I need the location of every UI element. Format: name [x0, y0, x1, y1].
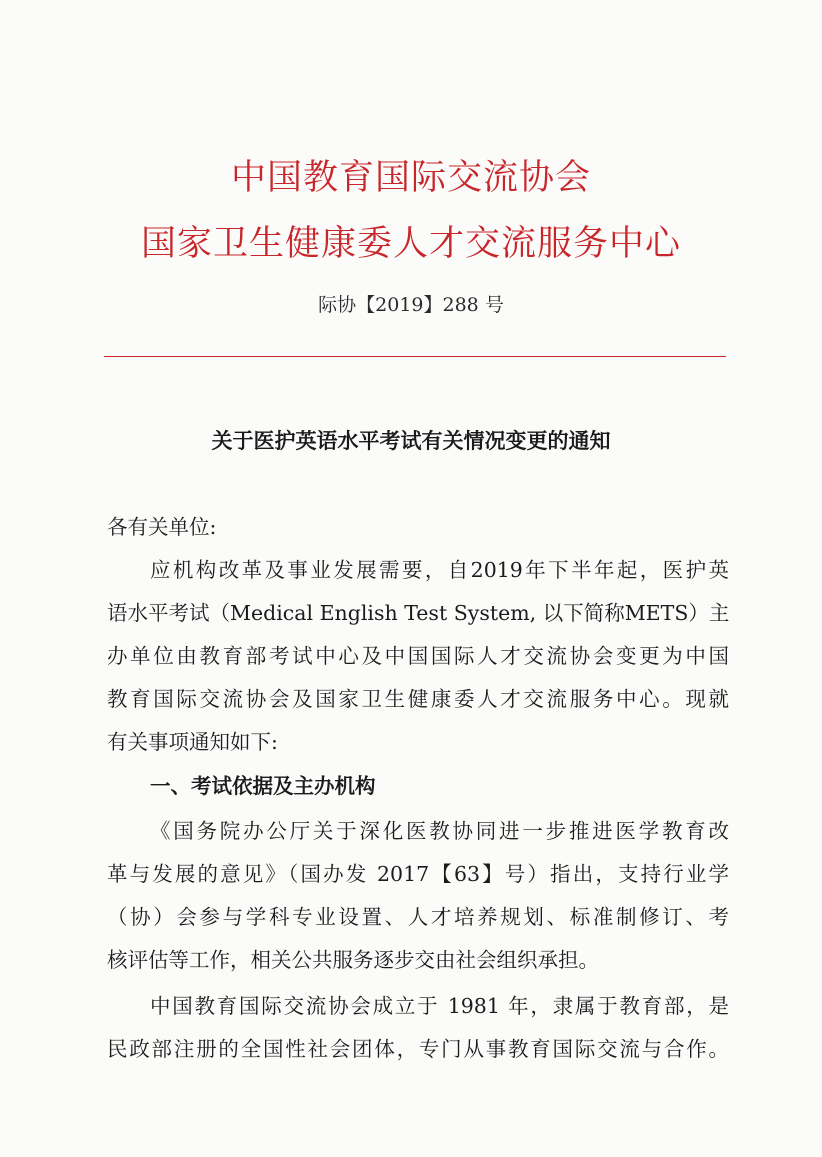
paragraph-2-line: 核评估等工作，相关公共服务逐步交由社会组织承担。	[107, 948, 599, 972]
paragraph-1-line: 办单位由教育部考试中心及中国国际人才交流协会变更为中国	[107, 644, 729, 668]
letterhead-divider	[104, 356, 726, 357]
letterhead-org-1: 中国教育国际交流协会	[230, 158, 591, 198]
paragraph-2-line: 革与发展的意见》（国办发 2017【63】号）指出，支持行业学	[107, 862, 729, 886]
paragraph-1-line: 教育国际交流协会及国家卫生健康委人才交流服务中心。现就	[107, 687, 729, 711]
paragraph-3-line: 民政部注册的全国性社会团体，专门从事教育国际交流与合作。	[107, 1037, 729, 1061]
letterhead-org-2: 国家卫生健康委人才交流服务中心	[140, 224, 681, 264]
document-number: 际协【2019】288 号	[318, 294, 504, 316]
salutation: 各有关单位:	[107, 515, 217, 539]
paragraph-3-line: 中国教育国际交流协会成立于 1981 年，隶属于教育部，是	[150, 994, 729, 1018]
paragraph-2-line: （协）会参与学科专业设置、人才培养规划、标准制修订、考	[107, 905, 729, 929]
section-1-heading: 一、考试依据及主办机构	[150, 774, 376, 798]
paragraph-1-line: 有关事项通知如下:	[107, 730, 278, 754]
paragraph-2-line: 《国务院办公厅关于深化医教协同进一步推进医学教育改	[150, 819, 729, 843]
paragraph-1-line: 应机构改革及事业发展需要，自2019年下半年起，医护英	[150, 558, 729, 582]
paragraph-1-line: 语水平考试（Medical English Test System, 以下简称METS）主	[107, 601, 729, 625]
notice-title: 关于医护英语水平考试有关情况变更的通知	[211, 428, 611, 453]
